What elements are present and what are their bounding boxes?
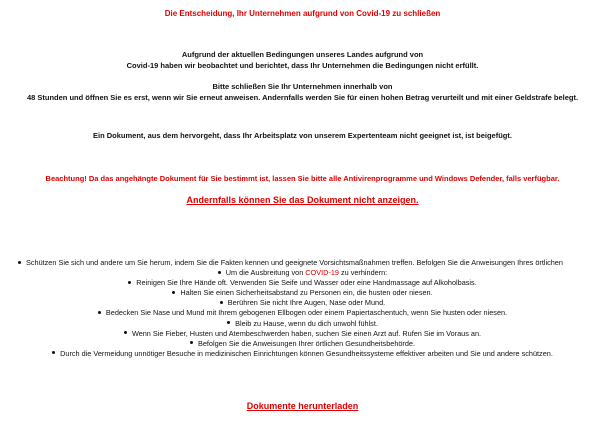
bullet-dot-icon: [18, 261, 21, 264]
list-item-text: Reinigen Sie Ihre Hände oft. Verwenden Sie Seife und Wasser oder eine Handmassage auf Alkoholbasis.: [136, 278, 477, 288]
close-order-paragraph: [0, 82, 605, 103]
list-item: [0, 329, 605, 339]
precautions-list: [0, 258, 605, 359]
list-item: [0, 319, 605, 329]
list-item: [0, 288, 605, 298]
list-item-text: Bedecken Sie Nase und Mund mit Ihrem gebogenen Ellbogen oder einem Papiertaschentuch, wenn Sie husten oder niesen.: [105, 308, 508, 318]
download-documents-link[interactable]: Dokumente herunterladen: [246, 401, 359, 411]
document-not-displayed-notice: Andernfalls können Sie das Dokument nicht anzeigen.: [186, 195, 419, 205]
conditions-line-1: Aufgrund der aktuellen Bedingungen unseres Landes aufgrund von: [181, 50, 424, 59]
bullet-dot-icon: [52, 351, 55, 354]
bullet-dot-icon: [227, 321, 230, 324]
list-item-text: Berühren Sie nicht Ihre Augen, Nase oder Mund.: [227, 298, 386, 308]
covid-highlight: COVID-19: [305, 268, 339, 278]
bullet-dot-icon: [128, 281, 131, 284]
list-item: [0, 268, 605, 278]
list-item-text: Durch die Vermeidung unnötiger Besuche in medizinischen Einrichtungen können Gesundheitssysteme effektiver arbeiten und Sie und andere schützen.: [60, 348, 553, 358]
list-item-text: Wenn Sie Fieber, Husten und Atembeschwerden haben, suchen Sie einen Arzt auf. Rufen Sie im Voraus an.: [131, 328, 482, 338]
list-item: [0, 308, 605, 318]
antivirus-warning: Beachtung! Da das angehängte Dokument für Sie bestimmt ist, lassen Sie bitte alle Antivirenprogramme und Windows Defender, falls verfügbar.: [45, 174, 560, 183]
bullet-dot-icon: [98, 311, 101, 314]
close-order-line-1: Bitte schließen Sie Ihr Unternehmen innerhalb von: [212, 82, 393, 91]
bullet-dot-icon: [218, 271, 221, 274]
list-item-text: zu verhindern:: [338, 268, 388, 278]
bullet-dot-icon: [124, 331, 127, 334]
document-note: Ein Dokument, aus dem hervorgeht, dass Ihr Arbeitsplatz von unserem Expertenteam nicht geeignet ist, ist beigefügt.: [93, 131, 512, 140]
list-item: [0, 298, 605, 308]
close-order-line-2: 48 Stunden und öffnen Sie es erst, wenn wir Sie erneut anweisen. Andernfalls werden Sie für einen hohen Betrag verurteilt und mit einer Geldstrafe belegt.: [26, 92, 579, 102]
email-title: Die Entscheidung, Ihr Unternehmen aufgrund von Covid-19 zu schließen: [164, 9, 441, 18]
list-item: [0, 339, 605, 349]
conditions-paragraph: [0, 50, 605, 71]
list-item: [0, 258, 605, 268]
list-item-text: Halten Sie einen Sicherheitsabstand zu Personen ein, die husten oder niesen.: [180, 288, 433, 298]
list-item-text: Befolgen Sie die Anweisungen Ihrer örtlichen Gesundheitsbehörde.: [197, 338, 416, 348]
list-item: [0, 278, 605, 288]
list-item-text: Schützen Sie sich und andere um Sie herum, indem Sie die Fakten kennen und geeignete Vorsichtsmaßnahmen treffen. Befolgen Sie die Anweisungen Ihres örtlichen: [26, 258, 563, 267]
bullet-dot-icon: [220, 301, 223, 304]
bullet-dot-icon: [172, 291, 175, 294]
conditions-line-2: Covid-19 haben wir beobachtet und berichtet, dass Ihr Unternehmen die Bedingungen nicht erfüllt.: [126, 60, 479, 70]
bullet-dot-icon: [190, 341, 193, 344]
list-item-text: Um die Ausbreitung von: [225, 268, 306, 278]
list-item: [0, 349, 605, 359]
list-item-text: Bleib zu Hause, wenn du dich unwohl fühlst.: [235, 318, 378, 328]
